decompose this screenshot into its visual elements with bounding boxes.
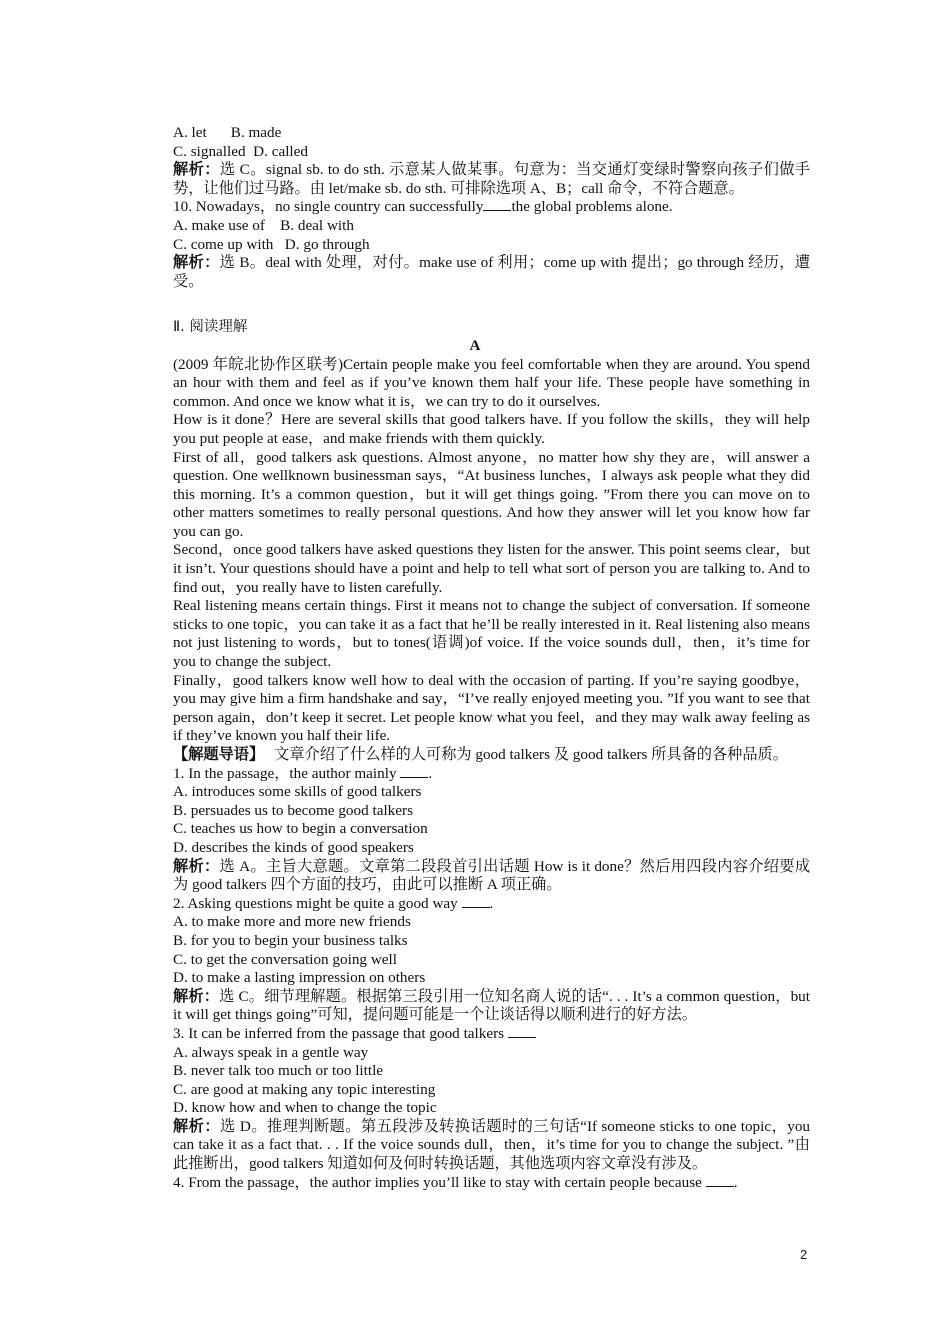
- question-2-option-b: B. for you to begin your business talks: [173, 931, 408, 949]
- q10-explanation: 解析：选 B。deal with 处理，对付。make use of 利用；come up with 提出；go through 经历，遭受。: [173, 254, 810, 290]
- passage-label: A: [469, 336, 481, 354]
- question-2-stem: 2. Asking questions might be quite a good way .: [173, 894, 494, 912]
- question-1-option-b: B. persuades us to become good talkers: [173, 801, 413, 819]
- question-3-option-b: B. never talk too much or too little: [173, 1062, 384, 1080]
- passage-paragraph-2: How is it done？Here are several skills that good talkers have. If you follow the skills，they will help you put people at ease，and make friends with them quickly.: [173, 411, 810, 447]
- page-number: 2: [800, 1247, 808, 1262]
- q9-options-ab: [140, 124, 810, 143]
- answer-blank: [400, 765, 428, 778]
- passage-paragraph-5: Real listening means certain things. First it means not to change the subject of conversation. If someone sticks to one topic，you can take it as a fact that he’ll be really interested in it. Real listening also means not just listening to words，but to tones(语调)of voice. If the voice sounds dull，then，it’s time for you to change the subject.: [173, 597, 810, 671]
- q9-explanation: 解析：选 C。signal sb. to do sth. 示意某人做某事。句意为：当交通灯变绿时警察向孩子们做手势，让他们过马路。由 let/make sb. do sth. 可排除选项 A、B；call 命令，不符合题意。: [173, 161, 810, 197]
- q10-options-ab: A. make use of B. deal with: [173, 216, 354, 234]
- passage-paragraph-6: Finally，good talkers know well how to deal with the occasion of parting. If you’re saying goodbye，you may give him a firm handshake and say，“I’ve really enjoyed meeting you. ”If you want to see that person again，don’t keep it secret. Let people know what you feel，and they may walk away feeling as if they’ve known you half their life.: [173, 671, 810, 745]
- question-2-option-a: A. to make more and more new friends: [173, 913, 411, 931]
- question-3-option-c: C. are good at making any topic interesting: [173, 1080, 436, 1098]
- passage-paragraph-4: Second，once good talkers have asked questions they listen for the answer. This point seems clear，but it isn’t. Your questions should have a point and help to tell what sort of person you are talking to. And to find out，you really have to listen carefully.: [173, 541, 810, 596]
- passage-paragraph-1: (2009 年皖北协作区联考)Certain people make you feel comfortable when they are around. You spend an hour with them and feel as if you’ve known them half your life. These people have something in common. And once we know what it is，we can try to do it ourselves.: [173, 355, 810, 410]
- q10-options-cd: C. come up with D. go through: [173, 235, 370, 253]
- question-3-option-a: A. always speak in a gentle way: [173, 1043, 369, 1061]
- explanation-label: 解析：: [173, 161, 220, 179]
- answer-blank: [462, 895, 490, 908]
- answer-blank: [706, 1174, 734, 1187]
- q9-options-cd: C. signalled D. called: [173, 142, 308, 160]
- question-3-stem: 3. It can be inferred from the passage that good talkers: [140, 1025, 810, 1044]
- question-1-explanation: 解析：选 A。主旨大意题。文章第二段段首引出话题 How is it done？然后用四段内容介绍要成为 good talkers 四个方面的技巧，由此可以推断 A 项正确。: [173, 857, 811, 894]
- explanation-label: 解析：: [173, 254, 220, 272]
- explanation-label: 解析：: [173, 857, 220, 875]
- q9-option-b: B. made: [230, 124, 282, 141]
- question-1-option-a: A. introduces some skills of good talkers: [173, 783, 422, 801]
- answer-blank: [483, 198, 511, 211]
- answer-blank: [508, 1025, 536, 1038]
- guide-label: 【解题导语】: [173, 746, 265, 763]
- section-heading: Ⅱ. 阅读理解: [173, 319, 248, 336]
- question-3-explanation: 解析：选 D。推理判断题。第五段涉及转换话题时的三句话“If someone sticks to one topic，you can take it as a fact that. . . If the voice sounds dull，then，it’s time for you to change the subject. ”由此推断出，good talkers 知道如何及何时转换话题，其他选项内容文章没有涉及。: [173, 1117, 811, 1173]
- document-body: [140, 124, 810, 1192]
- question-1-stem: 1. In the passage，the author mainly .: [173, 764, 433, 782]
- q9-option-a: A. let: [173, 124, 207, 141]
- passage-paragraph-3: First of all，good talkers ask questions. Almost anyone，no matter how shy they are，will answer a question. One wellknown businessman says，“At business lunches，I always ask people what they did this morning. It’s a common question，but it will get things going. ”From there you can move on to other matters sometimes to really personal questions. And how they answer will let you know how far you can go.: [173, 448, 810, 540]
- explanation-label: 解析：: [173, 1117, 220, 1135]
- question-2-option-c: C. to get the conversation going well: [173, 950, 397, 968]
- question-1-option-d: D. describes the kinds of good speakers: [173, 838, 414, 856]
- question-2-explanation: 解析：选 C。细节理解题。根据第三段引用一位知名商人说的话“. . . It’s a common question，but it will get things going”可知，提问题可能是一个让谈话得以顺利进行的好方法。: [173, 987, 810, 1024]
- question-2-option-d: D. to make a lasting impression on others: [173, 969, 426, 987]
- question-1-option-c: C. teaches us how to begin a conversation: [173, 820, 428, 838]
- q10-stem: 10. Nowadays，no single country can successfully the global problems alone.: [173, 198, 673, 216]
- question-4-stem: 4. From the passage，the author implies you’ll like to stay with certain people because .: [173, 1173, 738, 1191]
- question-3-option-d: D. know how and when to change the topic: [173, 1099, 437, 1117]
- reading-guide: 【解题导语】 文章介绍了什么样的人可称为 good talkers 及 good talkers 所具备的各种品质。: [173, 746, 788, 763]
- explanation-label: 解析：: [173, 987, 220, 1005]
